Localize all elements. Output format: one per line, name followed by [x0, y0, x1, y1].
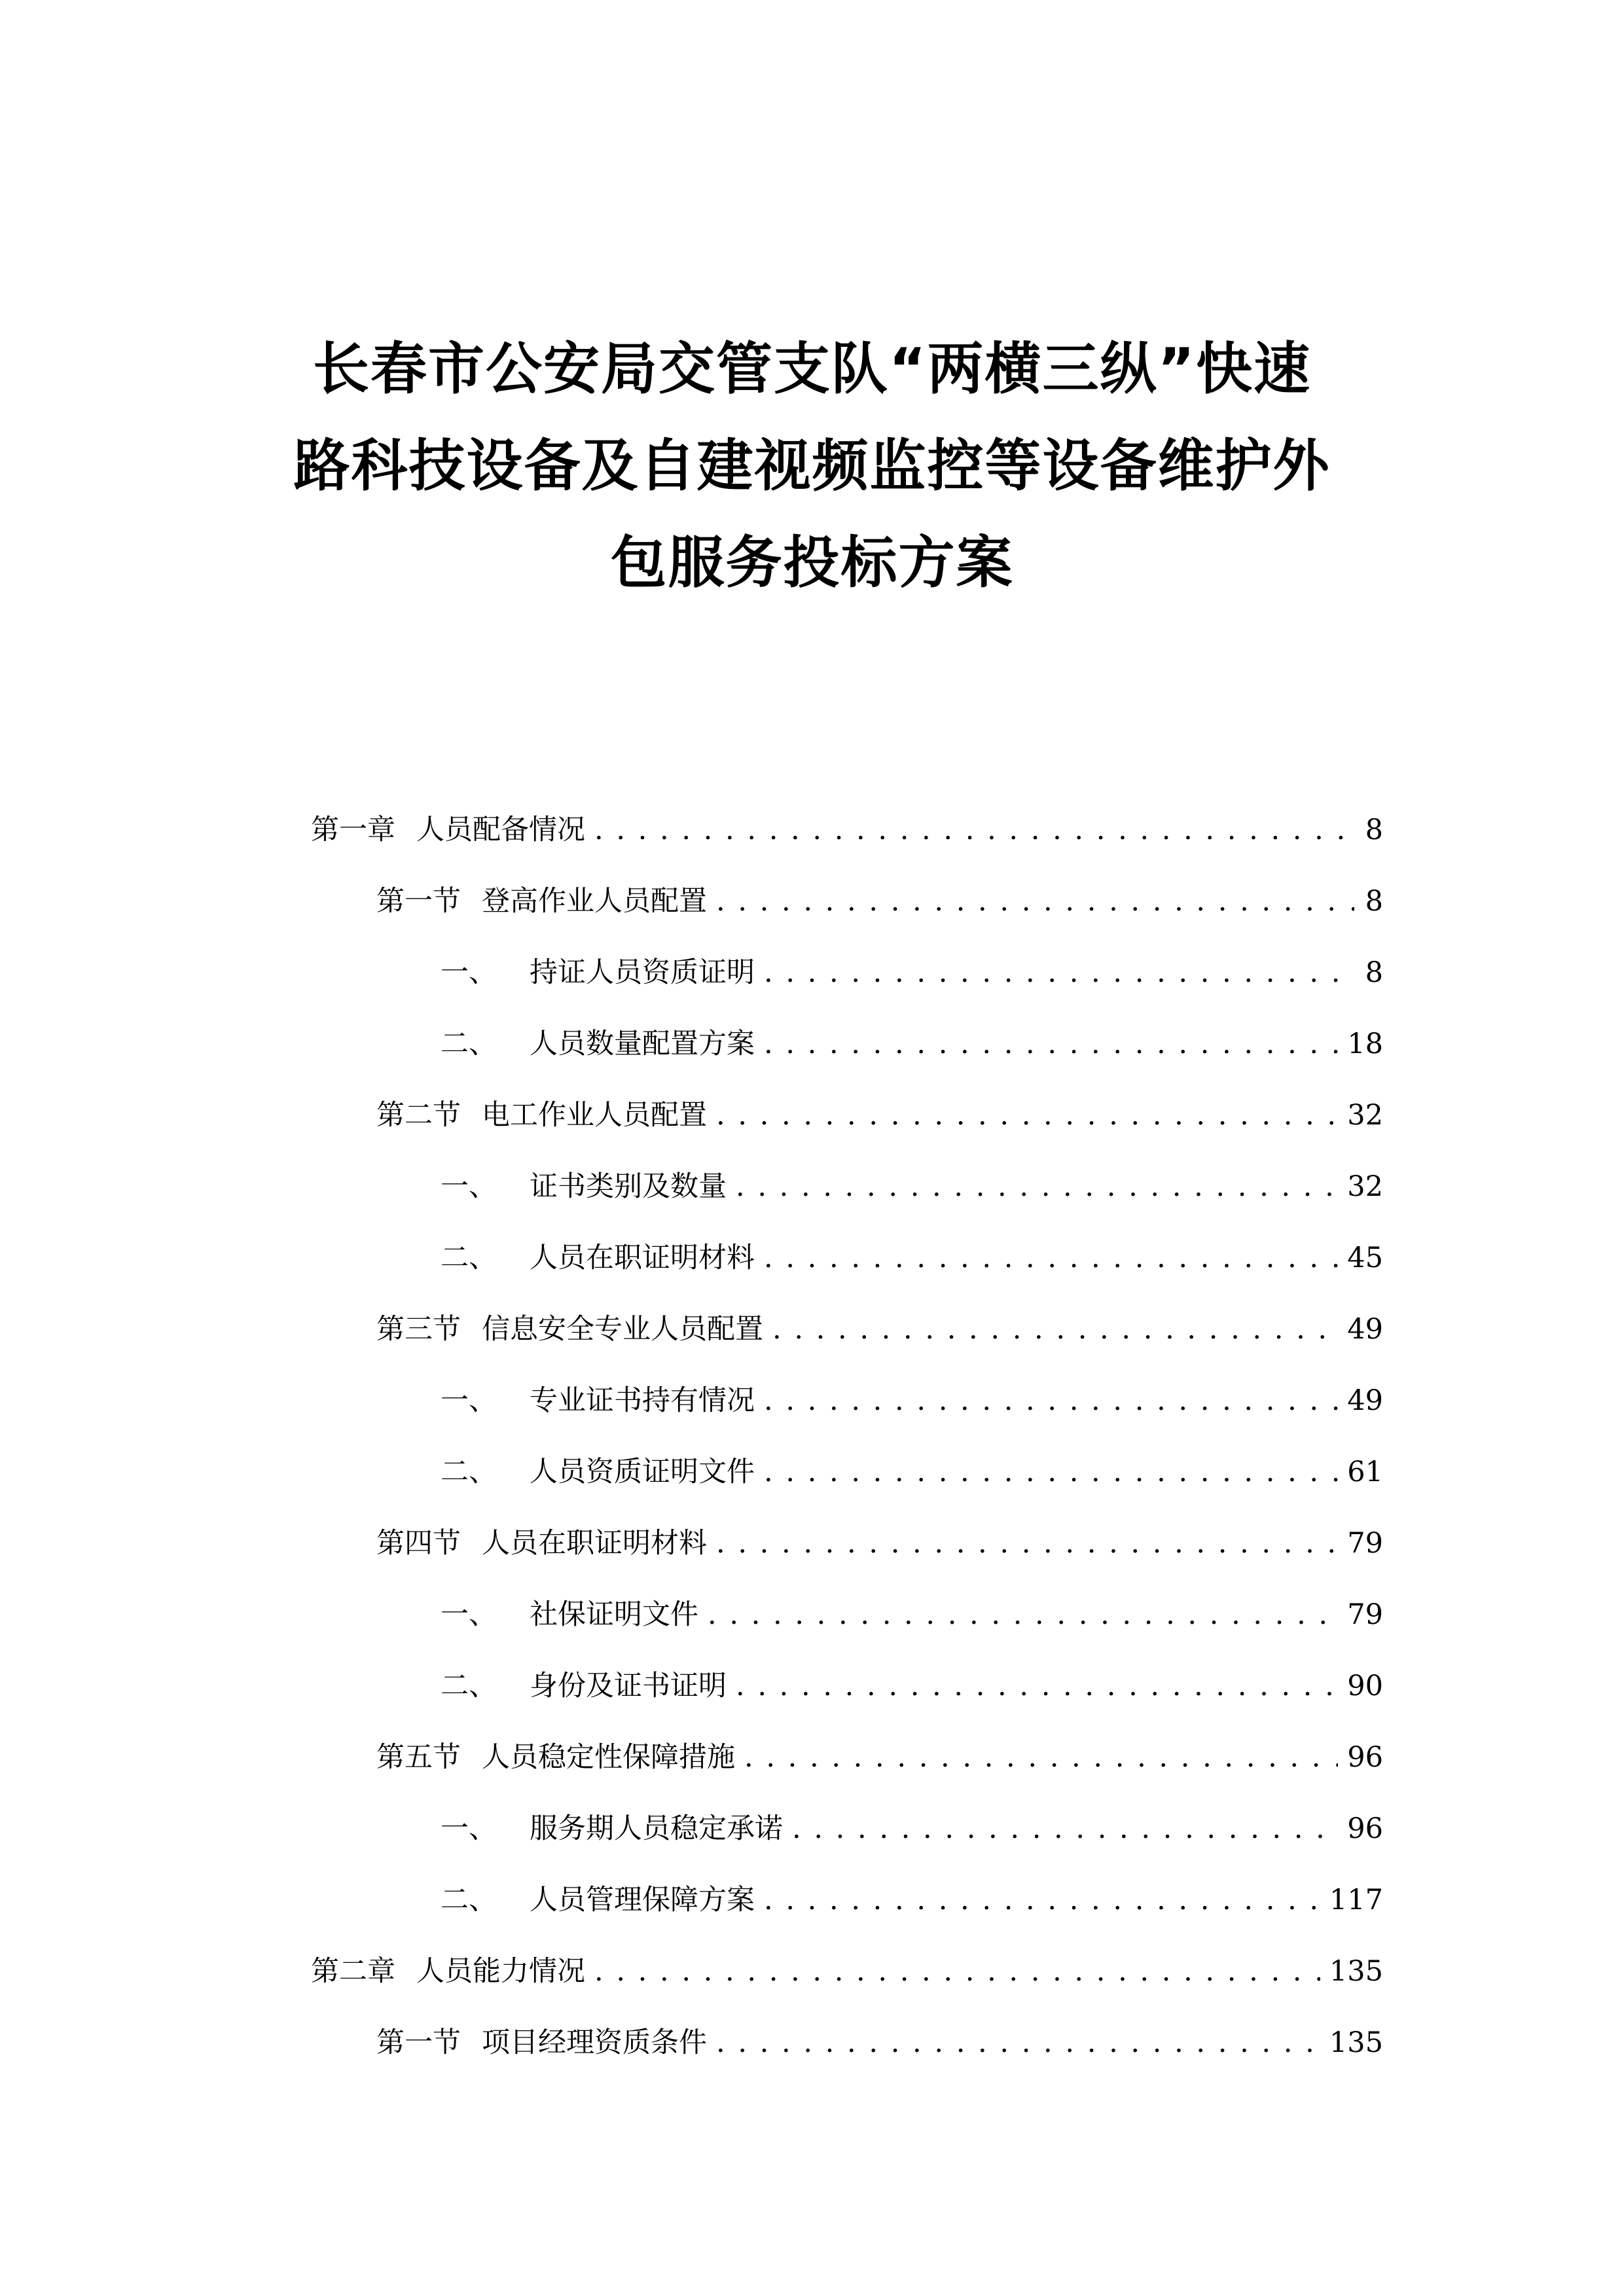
toc-entry-subsection[interactable] — [441, 1666, 1383, 1706]
toc-entry-section[interactable] — [376, 1310, 1383, 1349]
toc-entry-number: 一、 — [441, 1384, 497, 1417]
toc-dot-leader — [764, 953, 1354, 992]
toc-entry-number: 第五节 — [376, 1741, 461, 1774]
toc-entry-section[interactable] — [376, 1096, 1383, 1135]
toc-page-number: 61 — [1347, 1456, 1383, 1488]
toc-dot-leader — [764, 1024, 1338, 1064]
toc-page-number: 79 — [1347, 1527, 1383, 1560]
toc-page-number: 8 — [1365, 814, 1383, 846]
toc-page-number: 49 — [1347, 1313, 1383, 1346]
toc-entry-subsection[interactable] — [441, 1880, 1383, 1920]
toc-page-number: 8 — [1365, 885, 1383, 918]
toc-page-number: 96 — [1347, 1812, 1383, 1845]
toc-entry-label: 专业证书持有情况 — [530, 1384, 755, 1417]
toc-dot-leader — [736, 1167, 1338, 1206]
toc-entry-number: 二、 — [441, 1670, 497, 1702]
toc-entry-section[interactable] — [376, 1738, 1383, 1777]
toc-dot-leader — [716, 882, 1354, 921]
toc-entry-number: 第二章 — [311, 1955, 395, 1988]
toc-dot-leader — [764, 1452, 1338, 1492]
toc-page-number: 96 — [1347, 1741, 1383, 1774]
toc-dot-leader — [772, 1310, 1338, 1349]
toc-entry-number: 二、 — [441, 1456, 497, 1488]
toc-entry-label: 服务期人员稳定承诺 — [530, 1812, 783, 1845]
toc-dot-leader — [594, 1952, 1320, 1991]
toc-page-number: 32 — [1347, 1170, 1383, 1203]
toc-entry-number: 第四节 — [376, 1527, 461, 1560]
toc-entry-label: 人员在职证明材料 — [482, 1527, 707, 1560]
toc-entry-subsection[interactable] — [441, 1381, 1383, 1420]
toc-entry-label: 人员配备情况 — [416, 814, 585, 846]
toc-entry-subsection[interactable] — [441, 1024, 1383, 1064]
toc-entry-label: 人员数量配置方案 — [530, 1028, 755, 1060]
toc-entry-subsection[interactable] — [441, 1809, 1383, 1848]
toc-entry-label: 人员管理保障方案 — [530, 1884, 755, 1916]
toc-entry-label: 信息安全专业人员配置 — [482, 1313, 763, 1346]
document-title — [0, 321, 1624, 611]
toc-entry-number: 第一节 — [376, 885, 461, 918]
toc-entry-number: 一、 — [441, 956, 497, 989]
toc-entry-number: 第三节 — [376, 1313, 461, 1346]
toc-entry-subsection[interactable] — [441, 1452, 1383, 1492]
toc-page-number: 32 — [1347, 1099, 1383, 1132]
toc-dot-leader — [764, 1238, 1338, 1278]
toc-page-number: 45 — [1347, 1242, 1383, 1274]
toc-entry-chapter[interactable] — [311, 810, 1383, 850]
toc-entry-label: 社保证明文件 — [530, 1598, 698, 1631]
toc-entry-section[interactable] — [376, 2023, 1383, 2062]
toc-entry-subsection[interactable] — [441, 1595, 1383, 1634]
toc-entry-subsection[interactable] — [441, 1167, 1383, 1206]
toc-page-number: 8 — [1365, 956, 1383, 989]
toc-dot-leader — [708, 1595, 1338, 1634]
toc-entry-label: 人员资质证明文件 — [530, 1456, 755, 1488]
toc-entry-number: 第一节 — [376, 2026, 461, 2059]
toc-entry-label: 身份及证书证明 — [530, 1670, 727, 1702]
title-line: 长春市公安局交管支队“两横三纵”快速 — [312, 336, 1312, 402]
toc-entry-label: 电工作业人员配置 — [482, 1099, 707, 1132]
toc-page-number: 18 — [1347, 1028, 1383, 1060]
toc-entry-number: 二、 — [441, 1884, 497, 1916]
toc-entry-number: 二、 — [441, 1028, 497, 1060]
toc-entry-label: 登高作业人员配置 — [482, 885, 707, 918]
toc-entry-number: 一、 — [441, 1812, 497, 1845]
toc-entry-label: 人员稳定性保障措施 — [482, 1741, 735, 1774]
toc-entry-section[interactable] — [376, 882, 1383, 921]
toc-entry-subsection[interactable] — [441, 953, 1383, 992]
toc-entry-section[interactable] — [376, 1524, 1383, 1563]
toc-entry-label: 证书类别及数量 — [530, 1170, 727, 1203]
toc-dot-leader — [716, 2023, 1320, 2062]
toc-entry-number: 一、 — [441, 1598, 497, 1631]
toc-page-number: 90 — [1347, 1670, 1383, 1702]
toc-entry-label: 项目经理资质条件 — [482, 2026, 707, 2059]
toc-dot-leader — [736, 1666, 1338, 1706]
toc-dot-leader — [764, 1880, 1320, 1920]
title-line: 路科技设备及自建视频监控等设备维护外 — [293, 433, 1331, 499]
toc-entry-number: 一、 — [441, 1170, 497, 1203]
toc-entry-number: 第二节 — [376, 1099, 461, 1132]
toc-dot-leader — [716, 1096, 1338, 1135]
toc-dot-leader — [716, 1524, 1338, 1563]
toc-page-number: 117 — [1329, 1884, 1383, 1916]
title-line: 包服务投标方案 — [610, 530, 1014, 596]
toc-entry-chapter[interactable] — [311, 1952, 1383, 1991]
toc-dot-leader — [764, 1381, 1338, 1420]
toc-page-number: 79 — [1347, 1598, 1383, 1631]
toc-page-number: 135 — [1329, 1955, 1383, 1988]
toc-page-number: 49 — [1347, 1384, 1383, 1417]
toc-dot-leader — [744, 1738, 1338, 1777]
toc-entry-number: 第一章 — [311, 814, 395, 846]
toc-entry-subsection[interactable] — [441, 1238, 1383, 1278]
toc-dot-leader — [792, 1809, 1338, 1848]
toc-entry-label: 人员能力情况 — [416, 1955, 585, 1988]
toc-entry-label: 持证人员资质证明 — [530, 956, 755, 989]
toc-page-number: 135 — [1329, 2026, 1383, 2059]
table-of-contents — [0, 810, 1624, 2185]
toc-dot-leader — [594, 810, 1354, 850]
toc-entry-number: 二、 — [441, 1242, 497, 1274]
toc-entry-label: 人员在职证明材料 — [530, 1242, 755, 1274]
